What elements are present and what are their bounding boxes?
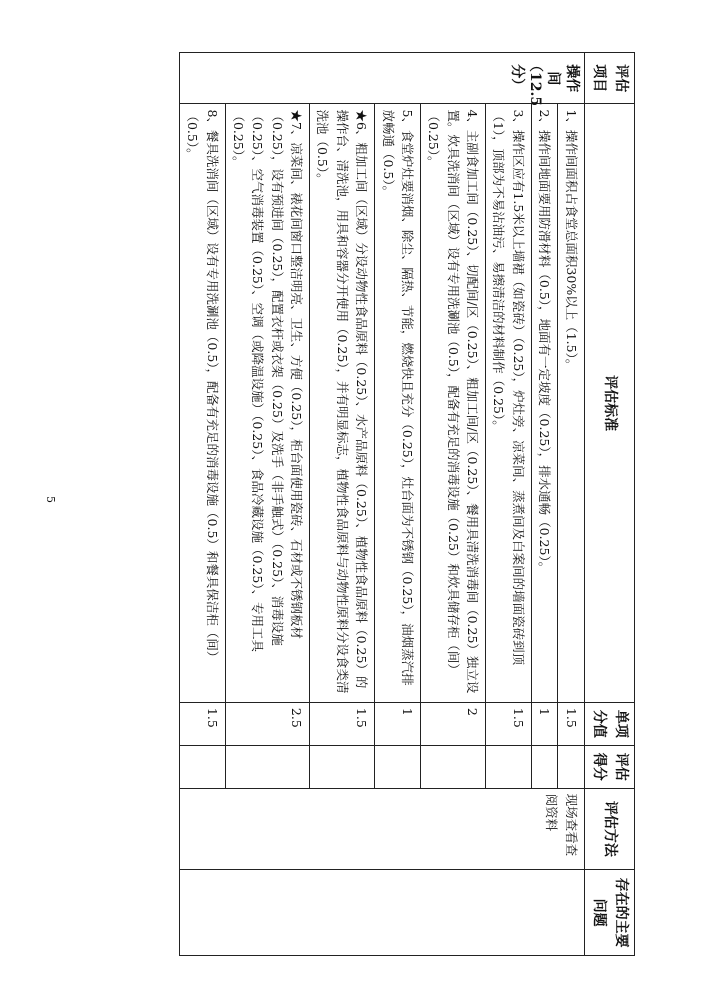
header-item: 评估项目: [584, 53, 634, 104]
header-row: [584, 53, 634, 956]
score-cell: 2: [421, 702, 486, 745]
score-cell: 2.5: [225, 702, 310, 745]
eval-score-cell[interactable]: [310, 745, 375, 788]
eval-score-cell[interactable]: [225, 745, 310, 788]
standard-cell: 3、操作区应有1.5米以上墙裙（如瓷砖）（0.25），炉灶旁、凉菜间、蒸煮间及白案间的墙面瓷砖到顶（1），顶部为不易沾油污、易擦清洁的材料制作（0.25）。: [486, 104, 532, 702]
header-eval-score: 评估得分: [584, 745, 634, 788]
score-cell: 1.5: [558, 702, 584, 745]
standard-cell: 4、主副食加工间（0.25）、切配间/区（0.25）、粗加工间/区（0.25）、餐用具清洗消毒间（0.25）独立设置。炊具洗消间（区域）设有专用洗涮池（0.5），配备有充足的消毒设施（0.25）和炊具储存柜（间）（0.25）。: [421, 104, 486, 702]
evaluation-table: [179, 52, 635, 956]
standard-cell: 8、餐具洗消间（区域）设有专用洗涮池（0.5），配备有充足的消毒设施（0.5）和餐具保洁柜（间）（0.5）。: [179, 104, 225, 702]
page-number: 5: [44, 496, 57, 503]
eval-score-cell[interactable]: [558, 745, 584, 788]
score-cell: 1: [531, 702, 557, 745]
standard-cell: 5、食堂炉灶要消烟、除尘、隔热、节能，燃烧快且充分（0.25），灶台面为不锈钢（0.25），油烟蒸汽排放畅通（0.5）。: [375, 104, 421, 702]
header-method: 评估方法: [584, 788, 634, 870]
problems-cell[interactable]: [179, 870, 584, 956]
header-single-score: 单项分值: [584, 702, 634, 745]
eval-score-cell[interactable]: [421, 745, 486, 788]
standard-cell: 2、操作间地面要用防滑材料（0.5），地面有一定坡度（0.25），排水通畅（0.25）。: [531, 104, 557, 702]
section-name: 操作间: [545, 64, 580, 93]
standard-cell: 1、操作间面积占食堂总面积30%以上（1.5）。: [558, 104, 584, 702]
eval-score-cell[interactable]: [179, 745, 225, 788]
section-cell: [179, 53, 584, 107]
section-points: （12.5分）: [509, 58, 544, 107]
header-standard: 评估标准: [584, 104, 634, 702]
score-cell: 1.5: [486, 702, 532, 745]
score-cell: 1: [375, 702, 421, 745]
score-cell: 1.5: [179, 702, 225, 745]
standard-cell: ★6、粗加工间（区域）分设动物性食品原料（0.25）、水产品原料（0.25）、植物性食品原料（0.25）的操作台、清洗池，用具和容器分开使用（0.25），并有明显标志，植物性食品原料与动物性原料分设食类清洗池（0.5）。: [310, 104, 375, 702]
eval-score-cell[interactable]: [486, 745, 532, 788]
eval-score-cell[interactable]: [375, 745, 421, 788]
table-row: [558, 53, 584, 956]
method-cell: 现场查看查阅资料: [179, 788, 584, 870]
score-cell: 1.5: [310, 702, 375, 745]
standard-cell: ★7、凉菜间、裱花间窗口整洁明亮、卫生、方便（0.25），柜台面使用瓷砖、石材或不锈钢板材（0.25），设有预进间（0.25），配置衣杆或衣架（0.25）及洗手（非手触式）（0.25）、消毒设施（0.25）、空气消毒装置（0.25）、空调（或降温设施）（0.25）、食品冷藏设施（0.25）、专用工具（0.25）。: [225, 104, 310, 702]
header-problems: 存在的主要问题: [584, 870, 634, 956]
eval-score-cell[interactable]: [531, 745, 557, 788]
